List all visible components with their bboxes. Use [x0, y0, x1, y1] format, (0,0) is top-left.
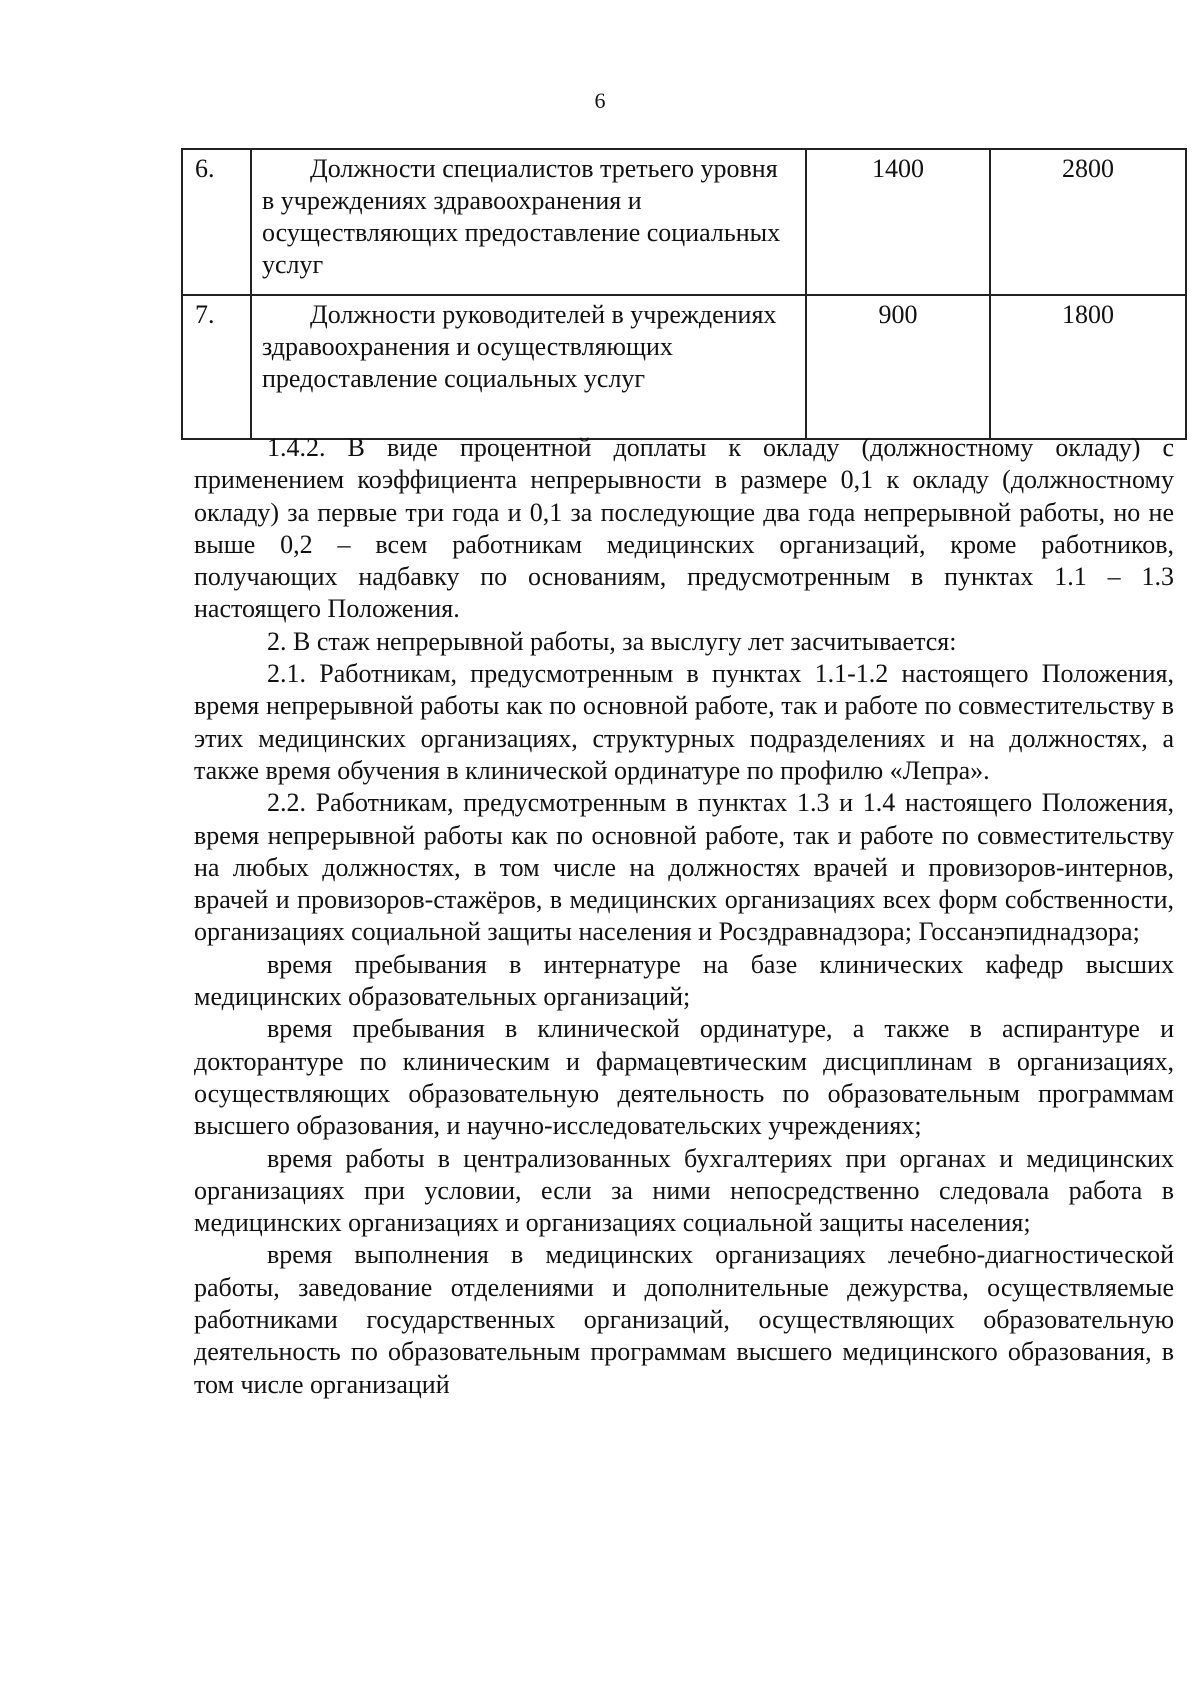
- table-row: [182, 149, 1186, 295]
- table-row: [182, 295, 1186, 439]
- body-text: [194, 432, 1174, 1401]
- paragraph-internship: время пребывания в интернатуре на базе клинических кафедр высших медицинских образовательных организаций;: [194, 949, 1174, 1012]
- paragraph-1-4-2: 1.4.2. В виде процентной доплаты к окладу (должностному окладу) с применением коэффициента непрерывности в размере 0,1 к окладу (должностному окладу) за первые три года и 0,1 за последующие два года непрерывной работы, но не выше 0,2 – всем работникам медицинских организаций, кроме работников, получающих надбавку по основаниям, предусмотренным в пунктах 1.1 – 1.3 настоящего Положения.: [194, 433, 1174, 624]
- paragraph-2: 2. В стаж непрерывной работы, за выслугу лет засчитывается:: [267, 626, 957, 656]
- value-1-cell: 1400: [806, 149, 990, 295]
- page-number: 6: [594, 88, 606, 113]
- row-number-cell: 7.: [182, 295, 251, 439]
- paragraph-accounting: время работы в централизованных бухгалтериях при органах и медицинских организациях при условии, если за ними непосредственно следовала работа в медицинских организациях и организациях социальной защиты населения;: [194, 1143, 1174, 1238]
- paragraph-2-1: 2.1. Работникам, предусмотренным в пунктах 1.1-1.2 настоящего Положения, время непрерывной работы как по основной работе, так и работе по совместительству в этих медицинских организациях, структурных подразделениях и на должностях, а также время обучения в клинической ординатуре по профилю «Лепра».: [194, 659, 1174, 785]
- position-name-cell: Должности специалистов третьего уровня в учреждениях здравоохранения и осуществляющих предоставление социальных услуг: [251, 149, 806, 295]
- value-2-cell: 1800: [990, 295, 1186, 439]
- value-2-cell: 2800: [990, 149, 1186, 295]
- paragraph-2-2: 2.2. Работникам, предусмотренным в пунктах 1.3 и 1.4 настоящего Положения, время непрерывной работы как по основной работе, так и работе по совместительству на любых должностях, в том числе на должностях врачей и провизоров-интернов, врачей и провизоров-стажёров, в медицинских организациях всех форм собственности, организациях социальной защиты населения и Росздравнадзора; Госсанэпиднадзора;: [194, 788, 1174, 947]
- paragraph-residency: время пребывания в клинической ординатуре, а также в аспирантуре и докторантуре по клиническим и фармацевтическим дисциплинам в организациях, осуществляющих образовательную деятельность по образовательным программам высшего образования, и научно-исследовательских учреждениях;: [194, 1014, 1174, 1141]
- position-name-cell: Должности руководителей в учреждениях здравоохранения и осуществляющих предоставление социальных услуг: [251, 295, 806, 439]
- value-1-cell: 900: [806, 295, 990, 439]
- row-number-cell: 6.: [182, 149, 251, 295]
- positions-table: [181, 148, 1187, 440]
- paragraph-clinical-work: время выполнения в медицинских организациях лечебно-диагностической работы, заведование отделениями и дополнительные дежурства, осуществляемые работниками государственных организаций, осуществляющих образовательную деятельность по образовательным программам высшего медицинского образования, в том числе организаций: [194, 1240, 1174, 1399]
